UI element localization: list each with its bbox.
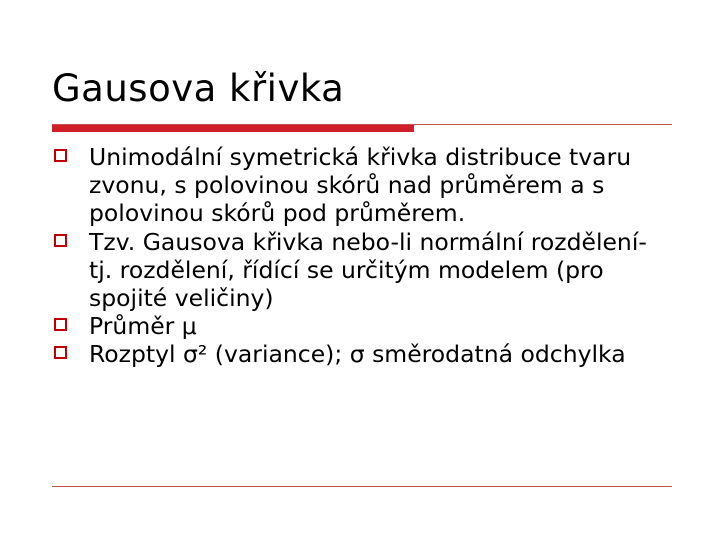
bullet-item	[52, 143, 662, 228]
square-bullet-icon	[54, 346, 67, 359]
bullet-item	[52, 228, 662, 313]
footer-rule	[52, 486, 672, 487]
title-underline-accent	[52, 125, 414, 132]
bullet-text: Průměr μ	[89, 312, 197, 341]
bullet-text: Rozptyl σ² (variance); σ směrodatná odchylka	[89, 340, 626, 369]
title-underline	[52, 124, 672, 132]
bullet-list	[52, 143, 662, 369]
square-bullet-icon	[54, 149, 67, 162]
bullet-text: Unimodální symetrická křivka distribuce tvaru zvonu, s polovinou skórů nad průměrem a s polovinou skórů pod průměrem.	[89, 143, 632, 228]
square-bullet-icon	[54, 234, 67, 247]
square-bullet-icon	[54, 318, 67, 331]
bullet-item	[52, 312, 662, 340]
bullet-text: Tzv. Gausova křivka nebo-li normální rozdělení-tj. rozdělení, řídící se určitým modelem (pro spojité veličiny)	[89, 227, 647, 313]
slide-title: Gausova křivka	[52, 67, 345, 110]
bullet-item	[52, 340, 662, 368]
